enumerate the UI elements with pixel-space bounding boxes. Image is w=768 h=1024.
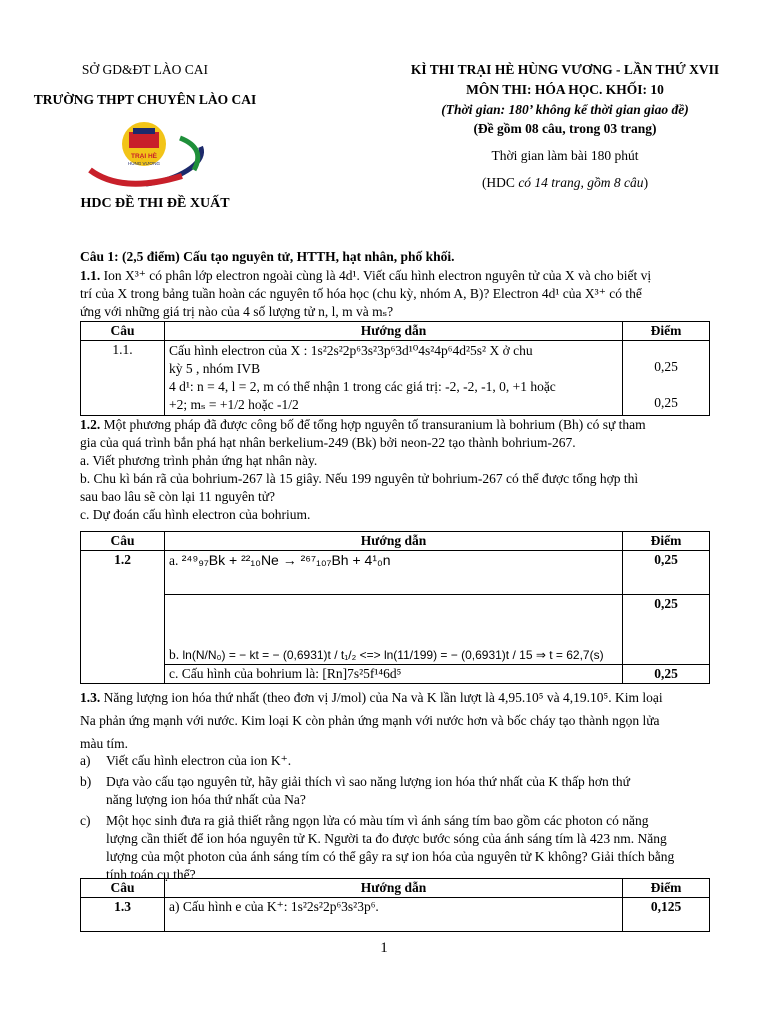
q13-part-b xyxy=(80,773,730,809)
table-cell-cau: 1.3 xyxy=(81,898,165,932)
t12-a-equation: ²⁴⁹₉₇Bk + ²²₁₀Ne → ²⁶⁷₁₀₇Bh + 4¹₀n xyxy=(181,552,391,568)
q12-line-6: c. Dự đoán cấu hình electron của bohrium. xyxy=(80,507,311,522)
q13-b-text-2: năng lượng ion hóa thứ nhất của Na? xyxy=(106,792,306,807)
table-cell-score xyxy=(623,341,710,416)
table-cell-cau: 1.2 xyxy=(81,551,165,684)
q13-b-text-1: Dựa vào cấu tạo nguyên tử, hãy giải thích vì sao năng lượng ion hóa thứ nhất của K thấp hơn thứ xyxy=(106,774,630,789)
table-header-diem: Điểm xyxy=(623,532,710,551)
department-name xyxy=(40,62,250,78)
question-1-title-text: Câu 1: (2,5 điểm) Cấu tạo nguyên tử, HTTH, hạt nhân, phố khối. xyxy=(80,249,455,264)
hdc-text: HDC ĐỀ THI ĐỀ XUẤT xyxy=(80,196,230,211)
q13-c-text-4: tính toán cụ thể? xyxy=(106,867,196,882)
table-header-diem: Điểm xyxy=(623,879,710,898)
q13-b-label: b) xyxy=(80,774,92,789)
answer-table-1-2 xyxy=(80,531,710,684)
logo-text-1: TRẠI HÈ xyxy=(131,153,157,160)
table-header-cau: Câu xyxy=(81,322,165,341)
t11-score-1: 0,25 xyxy=(654,359,678,374)
table-cell-cau: 1.1. xyxy=(81,341,165,416)
t11-row-1: Cấu hình electron của X : 1s²2s²2p⁶3s²3p⁶3d¹⁰4s²4p⁶4d²5s² X ở chu xyxy=(169,343,533,358)
exam-subject xyxy=(380,82,750,98)
table-cell-score-b: 0,25 xyxy=(623,595,710,665)
table-cell-score-c: 0,25 xyxy=(623,665,710,684)
hdc-info-italic: có 14 trang, gồm 8 câu xyxy=(518,175,644,190)
q13-c-text-3: lượng của một photon của ánh sáng tím có thể gây ra sự ion hóa của nguyên tử K không? Giải thích bằng xyxy=(106,849,675,864)
exam-time-note-text: (Thời gian: 180’ không kể thời gian giao đề) xyxy=(441,102,689,117)
logo-graphic xyxy=(82,118,212,196)
q11-line-1: Ion X³⁺ có phân lớp electron ngoài cùng là 4d¹. Viết cấu hình electron nguyên tử của X và cho biết vị xyxy=(103,268,652,283)
exam-time-note xyxy=(380,102,750,118)
q12-line-1: Một phương pháp đã được công bố để tổng hợp nguyên tố transuranium là bohrium (Bh) có sự tham xyxy=(103,417,646,432)
q13-a-label: a) xyxy=(80,753,91,768)
q13-line-3: màu tím. xyxy=(80,736,128,751)
q13-c-text-1: Một học sinh đưa ra giả thiết rằng ngọn lửa có màu tím vì ánh sáng tím bao gồm các photon có năng xyxy=(106,813,649,828)
t11-row-3: 4 d¹: n = 4, l = 2, m có thể nhận 1 trong các giá trị: -2, -2, -1, 0, +1 hoặc xyxy=(169,379,556,394)
table-header-diem: Điểm xyxy=(623,322,710,341)
q12-line-3: a. Viết phương trình phản ứng hạt nhân này. xyxy=(80,453,318,468)
table-header-huong-dan: Hướng dẫn xyxy=(165,322,623,341)
q13-line-2: Na phản ứng mạnh với nước. Kim loại K còn phản ứng mạnh với nước hơn và bốc cháy tạo thành ngọn lửa xyxy=(80,713,660,728)
q13-part-c xyxy=(80,812,730,884)
t11-score-2: 0,25 xyxy=(654,395,678,410)
q12-line-4: b. Chu kì bán rã của bohrium-267 là 15 giây. Nếu 199 nguyên tử bohrium-267 có thể được tổng hợp thì xyxy=(80,471,639,486)
q13-c-label: c) xyxy=(80,813,91,828)
question-1-title xyxy=(80,249,455,265)
table-cell-guide-c: c. Cấu hình của bohrium là: [Rn]7s²5f¹⁴6d⁵ xyxy=(165,665,623,684)
q13-c-text-2: lượng cần thiết để ion hóa nguyên tử K. Người ta đo được bước sóng của ánh sáng tím là 423 nm. Năng xyxy=(106,831,667,846)
t12-b-label: b. xyxy=(169,647,180,662)
question-1-3-parts xyxy=(80,752,730,884)
page-number xyxy=(364,940,404,957)
school-text: TRƯỜNG THPT CHUYÊN LÀO CAI xyxy=(33,92,257,107)
t11-row-2: kỳ 5 , nhóm IVB xyxy=(169,361,261,376)
exam-title xyxy=(380,62,750,78)
question-1-2 xyxy=(80,416,730,524)
q13-label: 1.3. xyxy=(80,690,101,705)
t12-b-equation: ln(N/N₀) = − kt = − (0,6931)t / t₁/₂ <=> ln(11/199) = − (0,6931)t / 15 ⇒ t = 62,7(s) xyxy=(182,648,604,662)
exam-duration-text: Thời gian làm bài 180 phút xyxy=(491,148,639,163)
t11-row-4: +2; mₛ = +1/2 hoặc -1/2 xyxy=(169,397,299,412)
q13-a-text: Viết cấu hình electron của ion K⁺. xyxy=(106,753,292,768)
department-text: SỞ GD&ĐT LÀO CAI xyxy=(81,62,209,77)
table-header-cau: Câu xyxy=(81,532,165,551)
table-header-huong-dan: Hướng dẫn xyxy=(165,532,623,551)
exam-pages xyxy=(380,121,750,137)
table-cell-guide-a xyxy=(165,551,623,595)
question-1-3 xyxy=(80,686,730,755)
logo-text-2: HÙNG VƯƠNG xyxy=(128,161,160,166)
t12-a-label: a. xyxy=(169,553,179,568)
question-1-1 xyxy=(80,267,730,321)
exam-subject-text: MÔN THI: HÓA HỌC. KHỐI: 10 xyxy=(466,82,664,97)
q12-line-5: sau bao lâu sẽ còn lại 11 nguyên tử? xyxy=(80,489,276,504)
exam-duration xyxy=(380,148,750,164)
exam-title-text: KÌ THI TRẠI HÈ HÙNG VƯƠNG - LẦN THỨ XVII xyxy=(410,62,720,77)
exam-pages-text: (Đề gồm 08 câu, trong 03 trang) xyxy=(473,121,657,136)
table-header-huong-dan: Hướng dẫn xyxy=(165,879,623,898)
table-cell-guide xyxy=(165,341,623,416)
table-cell-score-a: 0,25 xyxy=(623,551,710,595)
table-cell-guide-a: a) Cấu hình e của K⁺: 1s²2s²2p⁶3s²3p⁶. xyxy=(165,898,623,932)
table-header-cau: Câu xyxy=(81,879,165,898)
answer-table-1-3 xyxy=(80,878,710,932)
q11-line-3: ứng với những giá trị nào của 4 số lượng tử n, l, m và mₛ? xyxy=(80,304,394,319)
q11-line-2: trí của X trong bảng tuần hoàn các nguyên tố hóa học (chu kỳ, nhóm A, B)? Electron 4d¹ của X³⁺ có thể xyxy=(80,286,642,301)
hdc-info xyxy=(380,175,750,191)
table-cell-guide-b xyxy=(165,595,623,665)
school-logo xyxy=(82,118,212,196)
answer-table-1-1 xyxy=(80,321,710,416)
page-number-text: 1 xyxy=(380,940,388,956)
q12-label: 1.2. xyxy=(80,417,101,432)
hdc-info-suffix: ) xyxy=(643,175,649,190)
hdc-title xyxy=(40,196,270,212)
q13-line-1: Năng lượng ion hóa thứ nhất (theo đơn vị J/mol) của Na và K lần lượt là 4,95.10⁵ và 4,19.10⁵. Kim loại xyxy=(103,690,663,705)
q12-line-2: gia của quá trình bắn phá hạt nhân berkelium-249 (Bk) bởi neon-22 tạo thành bohrium-267. xyxy=(80,435,576,450)
hdc-info-prefix: (HDC xyxy=(481,175,519,190)
table-cell-score-a: 0,125 xyxy=(623,898,710,932)
q13-part-a xyxy=(80,752,730,770)
school-name xyxy=(20,92,270,108)
q11-label: 1.1. xyxy=(80,268,101,283)
